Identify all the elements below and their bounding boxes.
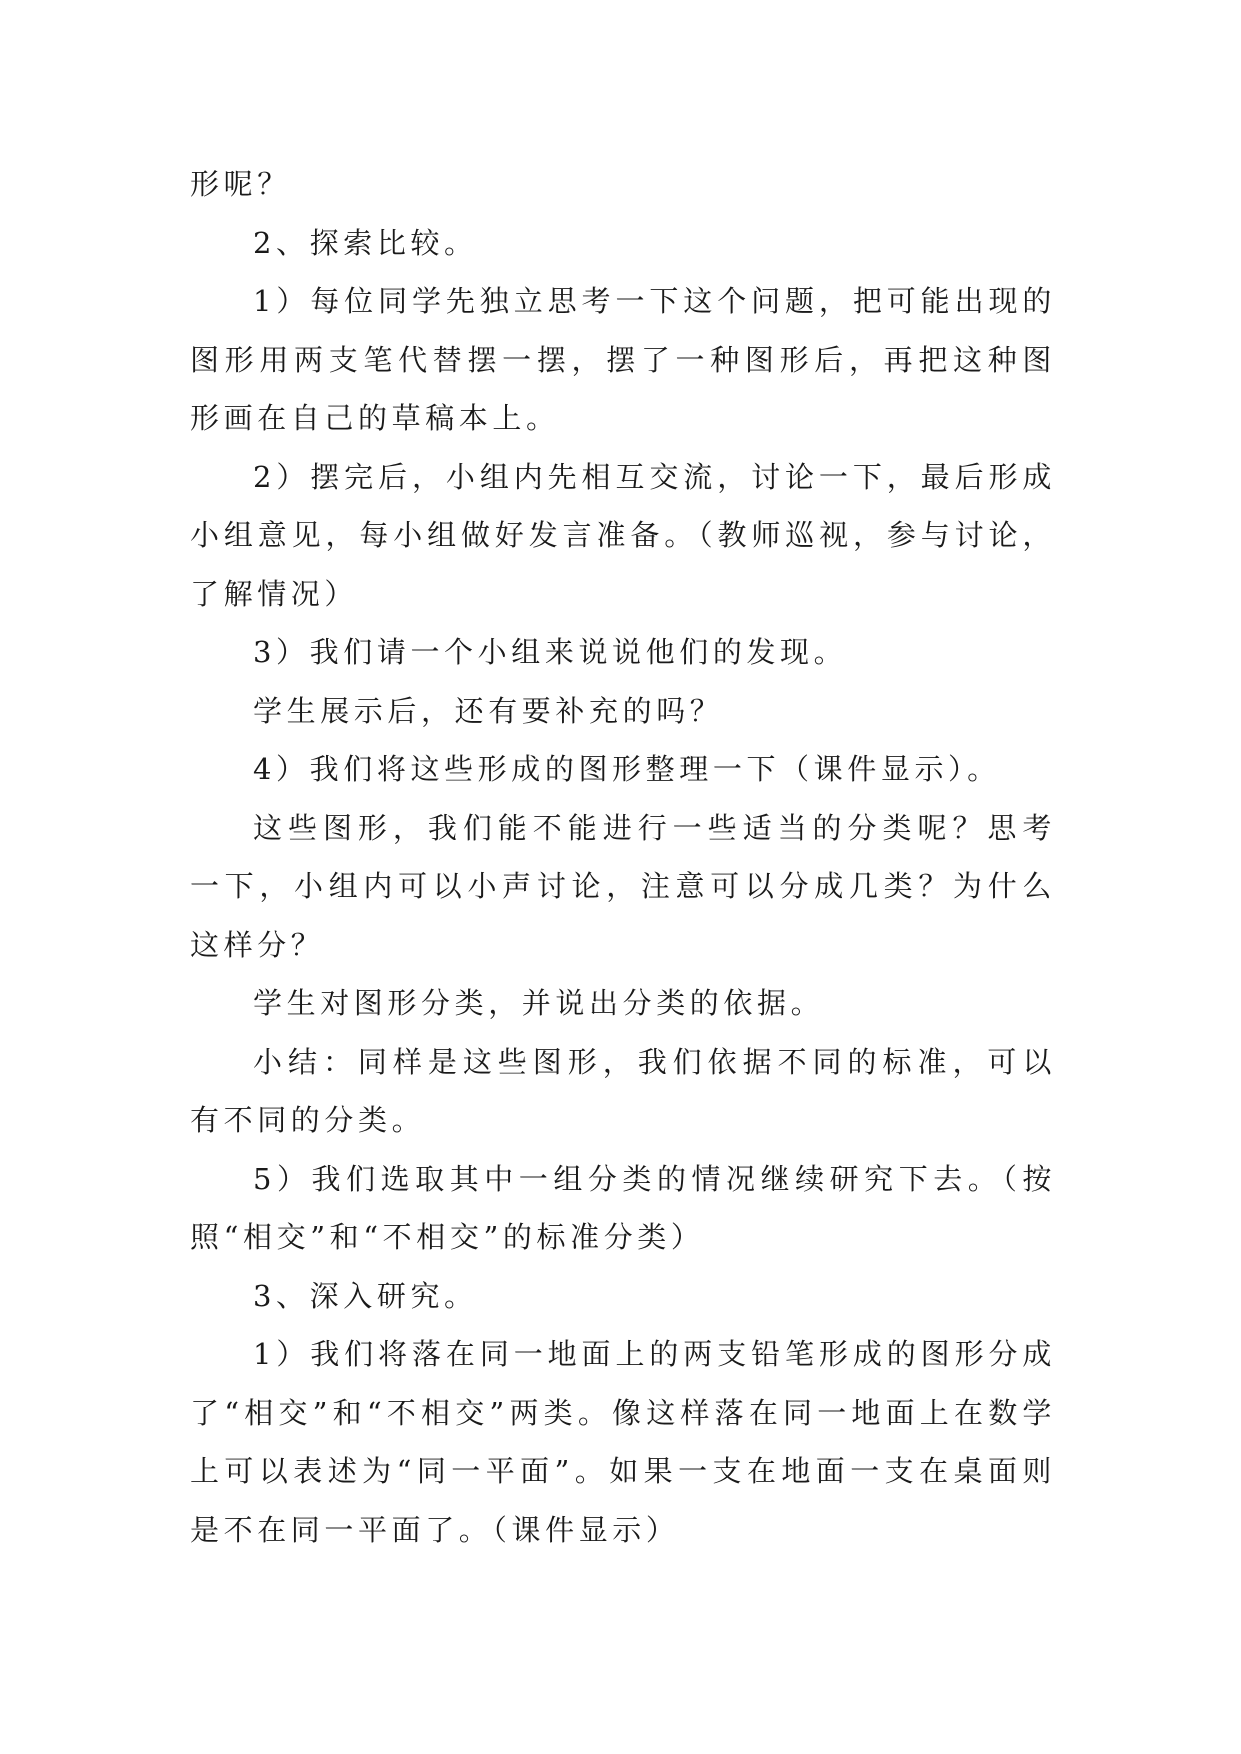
paragraph-research-step-1: 1）我们将落在同一地面上的两支铅笔形成的图形分成了“相交”和“不相交”两类。像这样落在同一地面上在数学上可以表述为“同一平面”。如果一支在地面一支在桌面则是不在同一平面了。（课件显示）	[190, 1337, 1056, 1547]
document-body	[190, 155, 1056, 1559]
paragraph-summary: 小结：同样是这些图形，我们依据不同的标准，可以有不同的分类。	[190, 1044, 1056, 1137]
paragraph-step-5: 5）我们选取其中一组分类的情况继续研究下去。（按照“相交”和“不相交”的标准分类）	[190, 1161, 1056, 1254]
paragraph-step-4: 4）我们将这些形成的图形整理一下（课件显示）。	[253, 752, 1001, 786]
paragraph-continuation: 形呢？	[190, 167, 291, 201]
paragraph-step-3: 3）我们请一个小组来说说他们的发现。	[253, 635, 848, 669]
paragraph-step-1: 1）每位同学先独立思考一下这个问题，把可能出现的图形用两支笔代替摆一摆，摆了一种图形后，再把这种图形画在自己的草稿本上。	[190, 284, 1056, 435]
paragraph-step-2: 2）摆完后，小组内先相互交流，讨论一下，最后形成小组意见，每小组做好发言准备。（教师巡视，参与讨论，了解情况）	[190, 459, 1056, 611]
paragraph-section-3-heading: 3、深入研究。	[253, 1278, 478, 1313]
paragraph-student-display: 学生展示后，还有要补充的吗？	[253, 693, 724, 728]
paragraph-classification-question: 这些图形，我们能不能进行一些适当的分类呢？思考一下，小组内可以小声讨论，注意可以分成几类？为什么这样分？	[190, 810, 1056, 962]
paragraph-student-classify: 学生对图形分类，并说出分类的依据。	[253, 986, 825, 1020]
paragraph-section-2-heading: 2、探索比较。	[253, 225, 478, 260]
